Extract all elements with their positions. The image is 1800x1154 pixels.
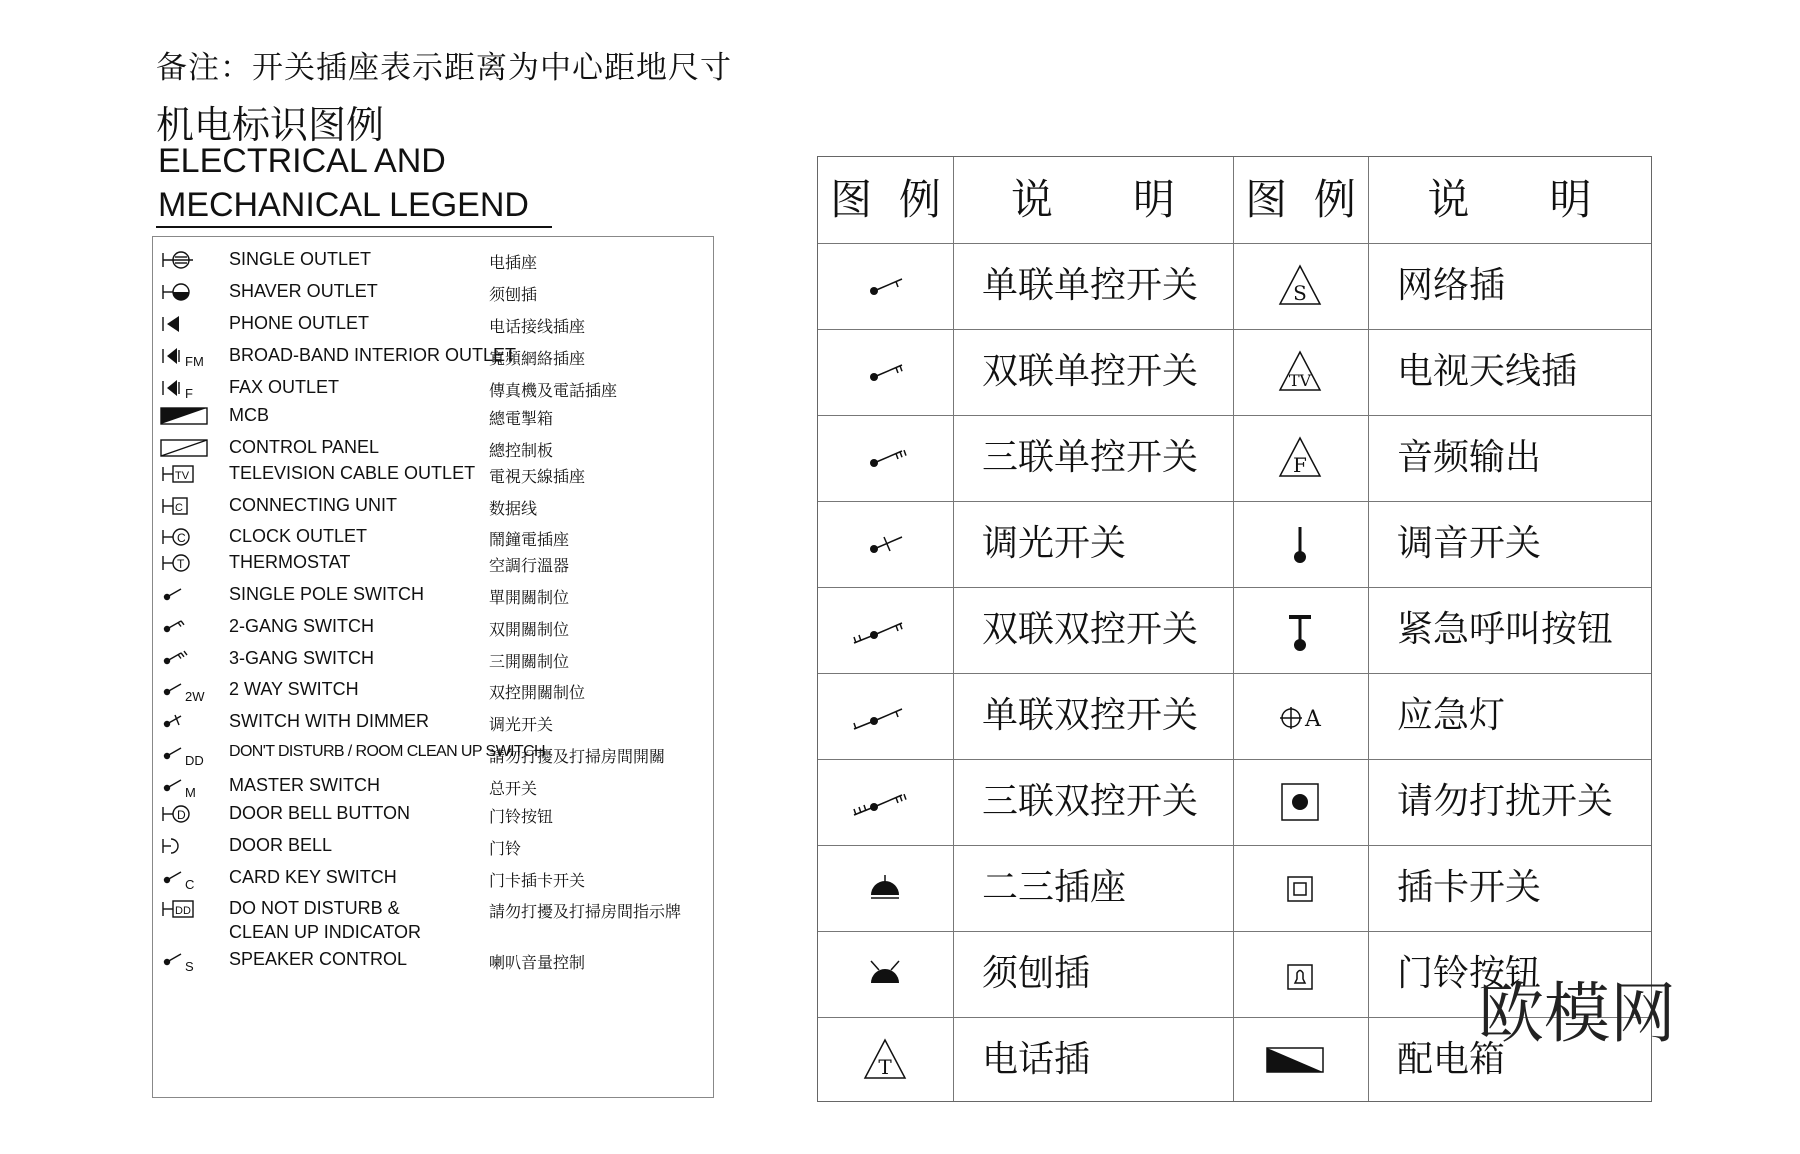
legend-label-en: SINGLE POLE SWITCH bbox=[229, 584, 425, 604]
legend-label-en: DOOR BELL bbox=[229, 835, 333, 855]
master-switch-icon bbox=[159, 771, 219, 801]
dnd-switch-icon bbox=[159, 739, 219, 769]
legend-row bbox=[153, 341, 713, 371]
legend-row bbox=[153, 309, 713, 339]
legend-label-cn: 门铃按钮 bbox=[489, 807, 554, 826]
shaver-outlet-icon bbox=[159, 277, 219, 307]
double-gang-double-control-switch-icon bbox=[818, 587, 953, 673]
audio-output-icon bbox=[1233, 415, 1368, 501]
watermark: 欧模网 bbox=[1478, 975, 1676, 1052]
table-description: 网络插 bbox=[1397, 265, 1506, 306]
legend-label-cn: 电插座 bbox=[489, 253, 538, 272]
2-gang-switch-icon bbox=[159, 612, 219, 642]
phone-outlet-icon bbox=[159, 309, 219, 339]
table-description: 调光开关 bbox=[982, 523, 1127, 564]
legend-label-en: SHAVER OUTLET bbox=[229, 281, 378, 301]
legend-label-cn: 数据线 bbox=[489, 499, 538, 518]
svg-text:A: A bbox=[1305, 707, 1321, 732]
dimmer-switch-icon bbox=[159, 707, 219, 737]
table-description: 须刨插 bbox=[982, 953, 1091, 994]
table-description: 紧急呼叫按钮 bbox=[1397, 609, 1614, 650]
table-description: 门铃按钮 bbox=[1397, 953, 1542, 994]
svg-text:C: C bbox=[175, 502, 183, 514]
svg-text:TV: TV bbox=[175, 470, 190, 482]
legend-label-en: 2 WAY SWITCH bbox=[229, 679, 359, 699]
legend-label-en: FAX OUTLET bbox=[229, 377, 340, 397]
legend-label-cn: 双開關制位 bbox=[489, 620, 570, 639]
fax-outlet-icon bbox=[159, 373, 219, 403]
svg-text:F: F bbox=[1293, 453, 1307, 477]
table-description: 双联双控开关 bbox=[982, 609, 1199, 650]
triple-gang-double-control-switch-icon bbox=[818, 759, 953, 845]
legend-label-en: PHONE OUTLET bbox=[229, 313, 370, 333]
table-description: 调音开关 bbox=[1397, 523, 1542, 564]
triple-gang-single-control-switch-icon bbox=[818, 415, 953, 501]
legend-row bbox=[153, 491, 713, 521]
legend-row bbox=[153, 459, 713, 489]
card-switch-icon bbox=[1233, 845, 1368, 931]
legend-label-en: BROAD-BAND INTERIOR OUTLET bbox=[229, 345, 517, 365]
legend-row bbox=[153, 771, 713, 801]
legend-label-en: SINGLE OUTLET bbox=[229, 249, 372, 269]
legend-label-cn: 双控開關制位 bbox=[489, 683, 586, 702]
table-description: 请勿打扰开关 bbox=[1397, 781, 1614, 822]
svg-text:F: F bbox=[185, 386, 193, 401]
table-description: 配电箱 bbox=[1397, 1039, 1506, 1080]
legend-label-cn: 门卡插卡开关 bbox=[489, 871, 586, 890]
speaker-control-icon bbox=[159, 945, 219, 975]
dnd-indicator-icon bbox=[159, 894, 219, 924]
electrical-legend-list bbox=[152, 236, 714, 1098]
two-three-pin-socket-icon bbox=[818, 845, 953, 931]
single-outlet-icon bbox=[159, 245, 219, 275]
telephone-socket-icon bbox=[818, 1017, 953, 1103]
tv-antenna-socket-icon bbox=[1233, 329, 1368, 415]
svg-text:C: C bbox=[177, 531, 186, 545]
table-row bbox=[818, 587, 1651, 673]
legend-title-en-line1: ELECTRICAL AND bbox=[158, 142, 446, 180]
legend-label-en: CONTROL PANEL bbox=[229, 437, 380, 457]
svg-text:S: S bbox=[185, 959, 194, 974]
volume-switch-icon bbox=[1233, 501, 1368, 587]
legend-label-cn: 總控制板 bbox=[489, 441, 554, 460]
legend-row bbox=[153, 644, 713, 674]
legend-label-cn: 寬頻網絡插座 bbox=[489, 349, 586, 368]
legend-label-cn: 电话接线插座 bbox=[489, 317, 586, 336]
legend-label-en: SPEAKER CONTROL bbox=[229, 949, 408, 969]
table-description: 二三插座 bbox=[982, 867, 1127, 908]
table-description: 电话插 bbox=[982, 1039, 1091, 1080]
single-gang-double-control-switch-icon bbox=[818, 673, 953, 759]
distribution-box-icon bbox=[1233, 1017, 1368, 1103]
legend-row bbox=[153, 894, 713, 942]
legend-label-en: DOOR BELL BUTTON bbox=[229, 803, 411, 823]
table-description: 单联单控开关 bbox=[982, 265, 1199, 306]
legend-row bbox=[153, 277, 713, 307]
legend-label-cn: 三開關制位 bbox=[489, 652, 570, 671]
legend-row bbox=[153, 373, 713, 403]
table-description: 插卡开关 bbox=[1397, 867, 1542, 908]
table-description: 应急灯 bbox=[1397, 695, 1506, 736]
emergency-call-button-icon bbox=[1233, 587, 1368, 673]
legend-label-en: SWITCH WITH DIMMER bbox=[229, 711, 429, 731]
legend-label-cn: 调光开关 bbox=[489, 715, 554, 734]
legend-label-en: MASTER SWITCH bbox=[229, 775, 380, 795]
legend-title-en-line2: MECHANICAL LEGEND bbox=[158, 186, 529, 224]
svg-text:TV: TV bbox=[1288, 371, 1312, 390]
svg-text:DD: DD bbox=[185, 753, 204, 768]
legend-row bbox=[153, 548, 713, 578]
legend-row bbox=[153, 739, 713, 769]
svg-text:S: S bbox=[1293, 281, 1307, 305]
legend-row bbox=[153, 401, 713, 431]
door-bell-icon bbox=[159, 831, 219, 861]
table-description: 三联双控开关 bbox=[982, 781, 1199, 822]
svg-text:C: C bbox=[185, 877, 195, 892]
legend-label-cn: 請勿打擾及打掃房間開關 bbox=[489, 747, 666, 766]
legend-row bbox=[153, 707, 713, 737]
legend-label-en: DO NOT DISTURB & bbox=[229, 898, 400, 918]
legend-label-en: CLOCK OUTLET bbox=[229, 526, 368, 546]
table-row bbox=[818, 845, 1651, 931]
legend-row bbox=[153, 675, 713, 705]
table-description: 电视天线插 bbox=[1397, 351, 1578, 392]
connecting-unit-icon bbox=[159, 491, 219, 521]
legend-label-en: 3-GANG SWITCH bbox=[229, 648, 375, 668]
legend-row bbox=[153, 945, 713, 975]
svg-text:T: T bbox=[878, 1055, 892, 1079]
legend-label-cn: 電視天線插座 bbox=[489, 467, 586, 486]
svg-text:M: M bbox=[185, 785, 196, 800]
single-gang-single-control-switch-icon bbox=[818, 243, 953, 329]
mcb-icon bbox=[159, 401, 219, 431]
header-symbol: 图 例 bbox=[830, 175, 941, 224]
legend-row bbox=[153, 799, 713, 829]
table-description: 音频输出 bbox=[1397, 437, 1542, 478]
table-description: 双联单控开关 bbox=[982, 351, 1199, 392]
emergency-light-icon bbox=[1233, 673, 1368, 759]
legend-label-en: TELEVISION CABLE OUTLET bbox=[229, 463, 476, 483]
table-row bbox=[818, 329, 1651, 415]
table-row bbox=[818, 243, 1651, 329]
legend-row bbox=[153, 612, 713, 642]
table-row bbox=[818, 673, 1651, 759]
shaver-socket-icon bbox=[818, 931, 953, 1017]
legend-label-en: 2-GANG SWITCH bbox=[229, 616, 375, 636]
legend-row bbox=[153, 245, 713, 275]
tv-outlet-icon bbox=[159, 459, 219, 489]
legend-label-cn: 总开关 bbox=[489, 779, 538, 798]
svg-text:D: D bbox=[177, 808, 186, 822]
card-key-switch-icon bbox=[159, 863, 219, 893]
broadband-outlet-icon bbox=[159, 341, 219, 371]
legend-label-en: THERMOSTAT bbox=[229, 552, 351, 572]
legend-label-cn: 鬧鐘電插座 bbox=[489, 530, 570, 549]
table-row bbox=[818, 501, 1651, 587]
title-underline bbox=[156, 226, 552, 228]
dimmer-switch-icon bbox=[818, 501, 953, 587]
legend-row bbox=[153, 831, 713, 861]
thermostat-icon bbox=[159, 548, 219, 578]
legend-label-cn: 總電掣箱 bbox=[489, 409, 554, 428]
legend-label-cn: 门铃 bbox=[489, 839, 522, 858]
legend-label-cn: 空調行溫器 bbox=[489, 556, 570, 575]
legend-label-cn: 喇叭音量控制 bbox=[489, 953, 586, 972]
legend-label-cn: 须刨插 bbox=[489, 285, 538, 304]
2-way-switch-icon bbox=[159, 675, 219, 705]
table-row bbox=[818, 415, 1651, 501]
note-text: 备注：开关插座表示距离为中心距地尺寸 bbox=[156, 50, 732, 86]
double-gang-single-control-switch-icon bbox=[818, 329, 953, 415]
header-symbol: 图 例 bbox=[1245, 175, 1356, 224]
table-row bbox=[818, 759, 1651, 845]
3-gang-switch-icon bbox=[159, 644, 219, 674]
svg-text:T: T bbox=[177, 557, 185, 571]
header-description: 说 明 bbox=[1010, 175, 1176, 224]
legend-title-cn: 机电标识图例 bbox=[156, 103, 385, 147]
header-description: 说 明 bbox=[1427, 175, 1592, 224]
do-not-disturb-switch-icon bbox=[1233, 759, 1368, 845]
legend-label-en: CONNECTING UNIT bbox=[229, 495, 397, 515]
legend-label-en: CARD KEY SWITCH bbox=[229, 867, 397, 887]
legend-label-en: MCB bbox=[229, 405, 269, 425]
table-description: 三联单控开关 bbox=[982, 437, 1199, 478]
svg-text:DD: DD bbox=[175, 905, 191, 917]
door-bell-button-icon bbox=[159, 799, 219, 829]
svg-text:2W: 2W bbox=[185, 689, 205, 704]
legend-label-cn: 單開關制位 bbox=[489, 588, 570, 607]
legend-row bbox=[153, 580, 713, 610]
network-socket-icon bbox=[1233, 243, 1368, 329]
svg-text:FM: FM bbox=[185, 354, 204, 369]
legend-label-en-line2: CLEAN UP INDICATOR bbox=[229, 922, 422, 942]
table-description: 单联双控开关 bbox=[982, 695, 1199, 736]
door-bell-button-icon bbox=[1233, 931, 1368, 1017]
legend-label-cn: 傳真機及電話插座 bbox=[489, 381, 618, 400]
legend-label-en: DON'T DISTURB / ROOM CLEAN UP SWITCH bbox=[229, 743, 546, 760]
single-pole-switch-icon bbox=[159, 580, 219, 610]
legend-label-cn: 請勿打擾及打掃房間指示牌 bbox=[489, 902, 682, 921]
legend-row bbox=[153, 863, 713, 893]
